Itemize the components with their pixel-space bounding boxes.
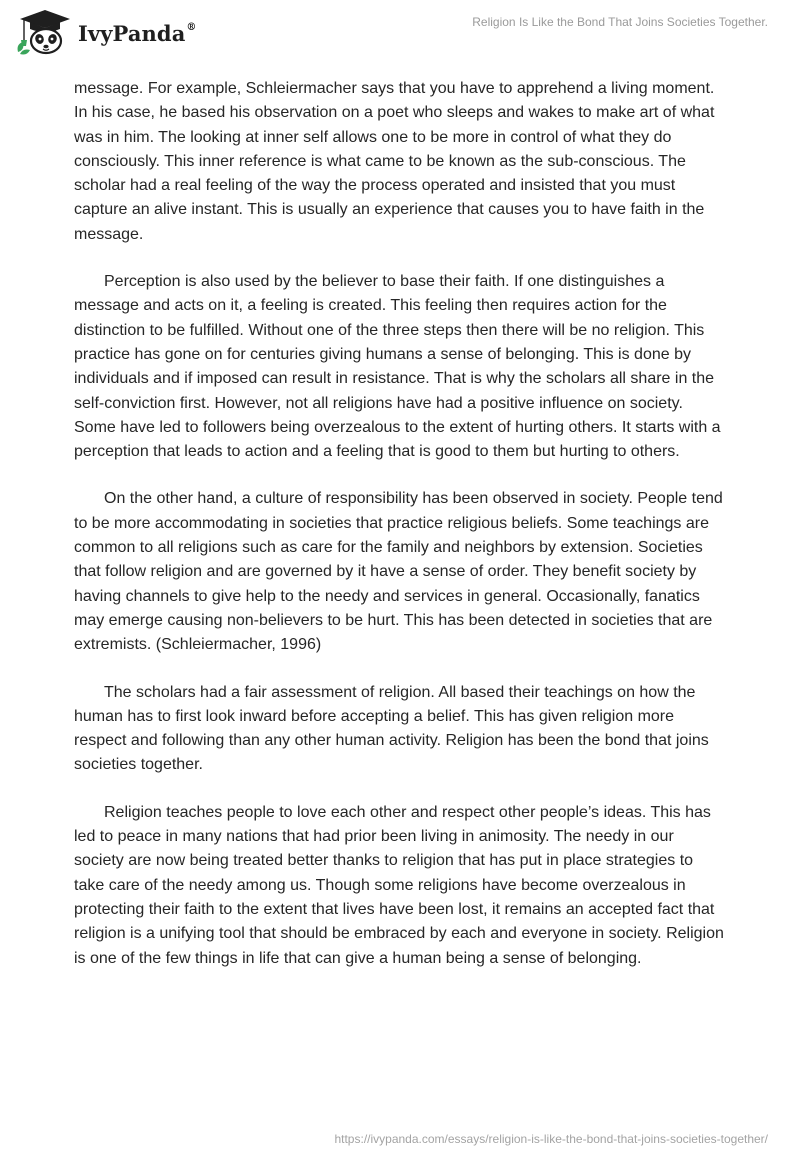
source-url-link[interactable]: https://ivypanda.com/essays/religion-is-like-the-bond-that-joins-societies-together/ bbox=[334, 1132, 768, 1146]
essay-body bbox=[74, 77, 726, 994]
document-title: Religion Is Like the Bond That Joins Societies Together. bbox=[472, 15, 768, 29]
ivypanda-logo[interactable] bbox=[14, 8, 197, 56]
brand-name bbox=[78, 21, 197, 46]
essay-paragraph: message. For example, Schleiermacher says that you have to apprehend a living moment. In his case, he based his observation on a poet who sleeps and wakes to make art of what was in him. The looking at inner self allows one to be more in control of what they do consciously. This inner reference is what came to be known as the sub-conscious. The scholar had a real feeling of the way the process operated and insisted that you must capture an alive instant. This is usually an experience that causes you to have faith in the message. bbox=[74, 80, 715, 243]
essay-paragraph: Religion teaches people to love each other and respect other people’s ideas. This has led to peace in many nations that had prior been living in animosity. The needy in our society are now being treated better thanks to religion that has put in place strategies to take care of the needy among us. Though some religions have become overzealous in protecting their faith to the extent that lives have been lost, it remains an accepted fact that religion is a unifying tool that should be embraced by each and everyone in society. Religion is one of the few things in life that can give a human being a sense of belonging. bbox=[74, 803, 724, 967]
essay-paragraph: Perception is also used by the believer to base their faith. If one distinguishes a message and acts on it, a feeling is created. This feeling then requires action for the distinction to be fulfilled. Without one of the three steps then there will be no religion. This practice has gone on for centuries giving humans a sense of belonging. This is done by individuals and if imposed can result in resistance. That is why the scholars all share in the self-conviction first. However, not all religions have had a positive influence on society. Some have led to followers being overzealous to the extent of hurting others. It starts with a perception that leads to action and a feeling that is good to them but hurting to others. bbox=[74, 273, 721, 461]
brand-name-text: IvyPanda bbox=[78, 20, 186, 46]
essay-paragraph: The scholars had a fair assessment of religion. All based their teachings on how the human has to first look inward before accepting a belief. This has given religion more respect and following than any other human activity. Religion has been the bond that joins societies together. bbox=[74, 683, 709, 774]
essay-paragraph: On the other hand, a culture of responsibility has been observed in society. People tend to be more accommodating in societies that practice religious beliefs. Some teachings are common to all religions such as care for the family and neighbors by extension. Societies that follow religion and are governed by it have a sense of order. They benefit society by having channels to give help to the needy and services in general. Occasionally, fanatics may emerge causing non-believers to be hurt. This has been detected in societies that are extremists. (Schleiermacher, 1996) bbox=[74, 490, 723, 654]
page-header bbox=[0, 0, 800, 68]
registered-mark: ® bbox=[186, 21, 197, 33]
panda-graduation-cap-icon bbox=[14, 8, 72, 56]
